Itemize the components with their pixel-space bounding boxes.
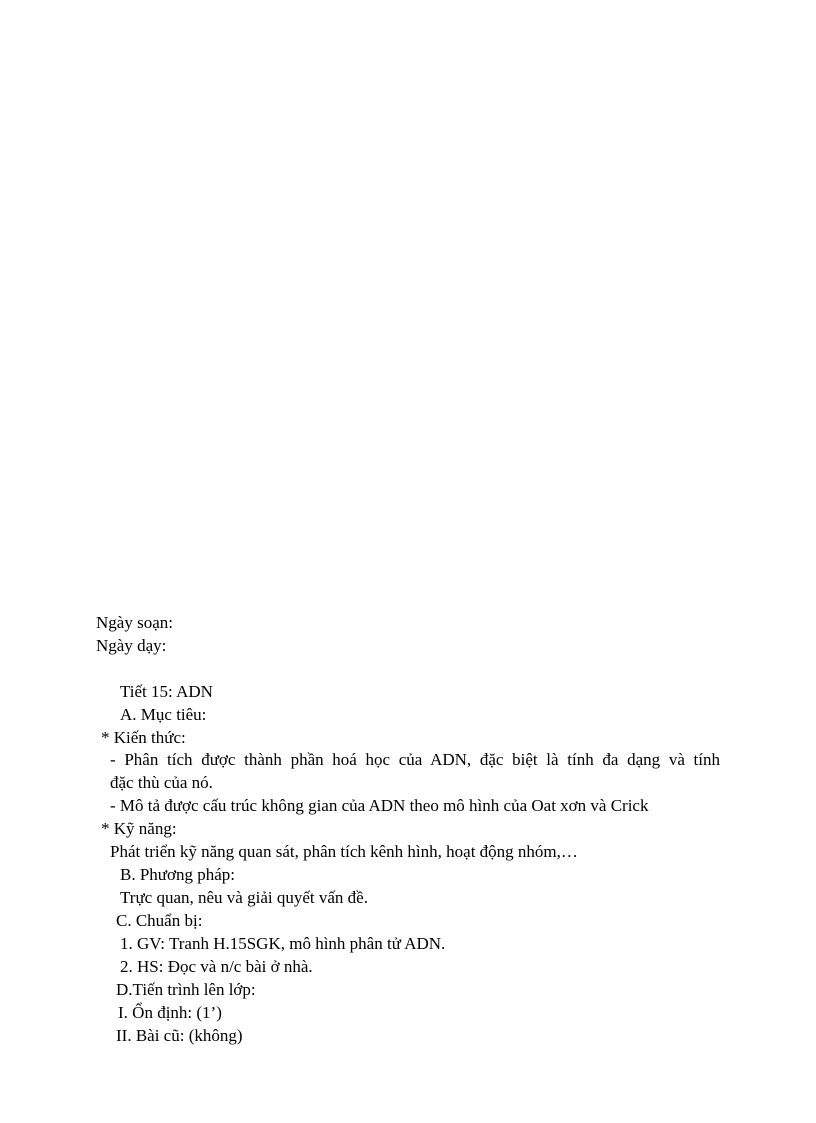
kien-thuc-item-1: - Phân tích được thành phần hoá học của ADN, đặc biệt là tính đa dạng và tính [110, 750, 720, 769]
ngay-soan-label: Ngày soạn: [96, 613, 173, 632]
kien-thuc-item-1-continued: đặc thù của nó. [110, 773, 213, 792]
kien-thuc-heading: * Kiến thức: [101, 728, 186, 747]
chuan-bi-item-2: 2. HS: Đọc và n/c bài ở nhà. [120, 957, 313, 976]
section-b-heading: B. Phương pháp: [120, 865, 236, 884]
phuong-phap-item: Trực quan, nêu và giải quyết vấn đề. [120, 888, 368, 907]
chuan-bi-item-1: 1. GV: Tranh H.15SGK, mô hình phân tử ADN. [120, 934, 446, 953]
ky-nang-heading: * Kỹ năng: [101, 819, 177, 838]
bai-cu-item: II. Bài cũ: (không) [116, 1026, 243, 1045]
ngay-day-label: Ngày dạy: [96, 636, 167, 655]
section-d-heading: D.Tiến trình lên lớp: [116, 980, 256, 999]
lesson-title: Tiết 15: ADN [120, 682, 213, 701]
section-a-heading: A. Mục tiêu: [120, 705, 207, 724]
section-c-heading: C. Chuẩn bị: [116, 911, 203, 930]
ky-nang-item-1: Phát triển kỹ năng quan sát, phân tích kênh hình, hoạt động nhóm,… [110, 842, 578, 861]
on-dinh-item: I. Ổn định: (1’) [118, 1003, 222, 1022]
kien-thuc-item-2: - Mô tả được cấu trúc không gian của ADN theo mô hình của Oat xơn và Crick [110, 796, 649, 815]
